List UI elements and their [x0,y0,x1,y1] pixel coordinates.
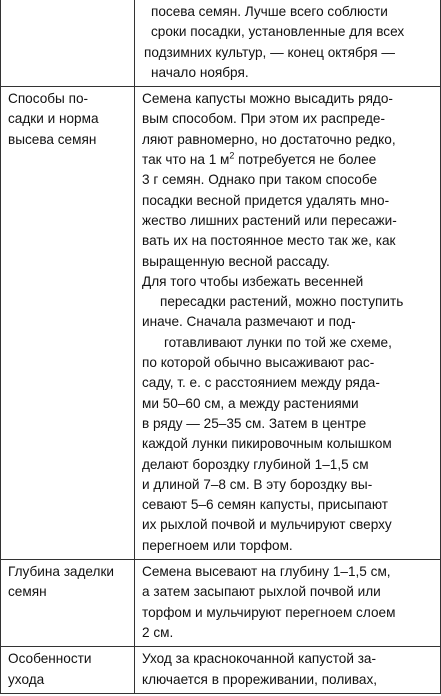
row-content-cell [135,0,441,87]
text-line: каждой лунки пикировочным колышком [142,436,392,452]
row-label-cell [1,647,135,694]
text-line: саду, т. е. с расстоянием между ряда- [142,375,380,391]
table-row [1,87,441,560]
text-line: и длиной 7–8 см. В эту бороздку вы- [142,476,373,492]
text-line: посадки весной придется удалять мно- [142,192,390,208]
text-fragment: так что на 1 м [142,152,230,168]
text-line: ми 50–60 см, а между растениями [142,395,359,411]
row-label-line: Особенности [8,651,92,667]
text-line: а затем засыпают рыхлой почвой или [142,584,381,600]
row-label-line: Глубина заделки [8,564,115,580]
row-label-cell [1,87,135,560]
text-line: жество лишних растений или пересажи- [142,212,397,228]
text-line: посева семян. Лучше всего соблюсти [151,4,388,19]
text-line: пересадки растений, можно поступить [160,294,404,310]
text-line: подзимних культур, — конец октября — [144,44,395,60]
text-line: Семена капусты можно высадить рядо- [142,91,393,107]
row-label-line: Способы по- [8,91,89,107]
text-fragment: потребуется не более [234,152,377,168]
text-line: готавливают лунки по той же схеме, [164,334,392,350]
row-content-cell [135,647,441,694]
text-line: ключается в прореживании, поливах, [142,671,378,687]
text-line: 3 г семян. Однако при таком способе [142,172,378,188]
text-line: их рыхлой почвой и мульчируют сверху [142,517,392,533]
row-content-cell [135,560,441,647]
table-row [1,0,441,87]
row-label-line: ухода [8,671,45,687]
text-line [142,150,436,170]
text-line: торфом и мульчируют перегноем слоем [142,604,396,620]
text-line: Для того чтобы избежать весенней [142,273,364,289]
table-row [1,560,441,647]
text-line: вым способом. При этом их распреде- [142,111,385,127]
row-label-cell [1,0,135,87]
text-line: ляют равномерно, но достаточно редко, [142,131,396,147]
text-line: выращенную весной рассаду. [142,253,330,269]
text-line: Семена высевают на глубину 1–1,5 см, [142,564,391,580]
text-line: иначе. Сначала размечают и под- [142,314,356,330]
text-line: Уход за краснокочанной капустой за- [142,651,377,667]
text-line: севают 5–6 семян капусты, присыпают [142,497,388,513]
row-label-cell [1,560,135,647]
text-line: сроки посадки, установленные для всех [151,24,405,40]
text-line: начало ноября. [151,64,249,80]
row-label-line: садки и норма [8,111,99,127]
row-label-line: высева семян [8,131,97,147]
text-line: делают бороздку глубиной 1–1,5 см [142,456,369,472]
row-content-cell [135,87,441,560]
text-line: вать их на постоянное место так же, как [142,233,396,249]
table-row [1,647,441,694]
row-label-line: семян [8,584,47,600]
text-line: по которой обычно высаживают рас- [142,355,375,371]
text-line: 2 см. [142,624,174,640]
superscript: 2 [229,150,235,161]
text-line: в ряду — 25–35 см. Затем в центре [142,415,367,431]
text-line: перегноем или торфом. [142,537,293,553]
